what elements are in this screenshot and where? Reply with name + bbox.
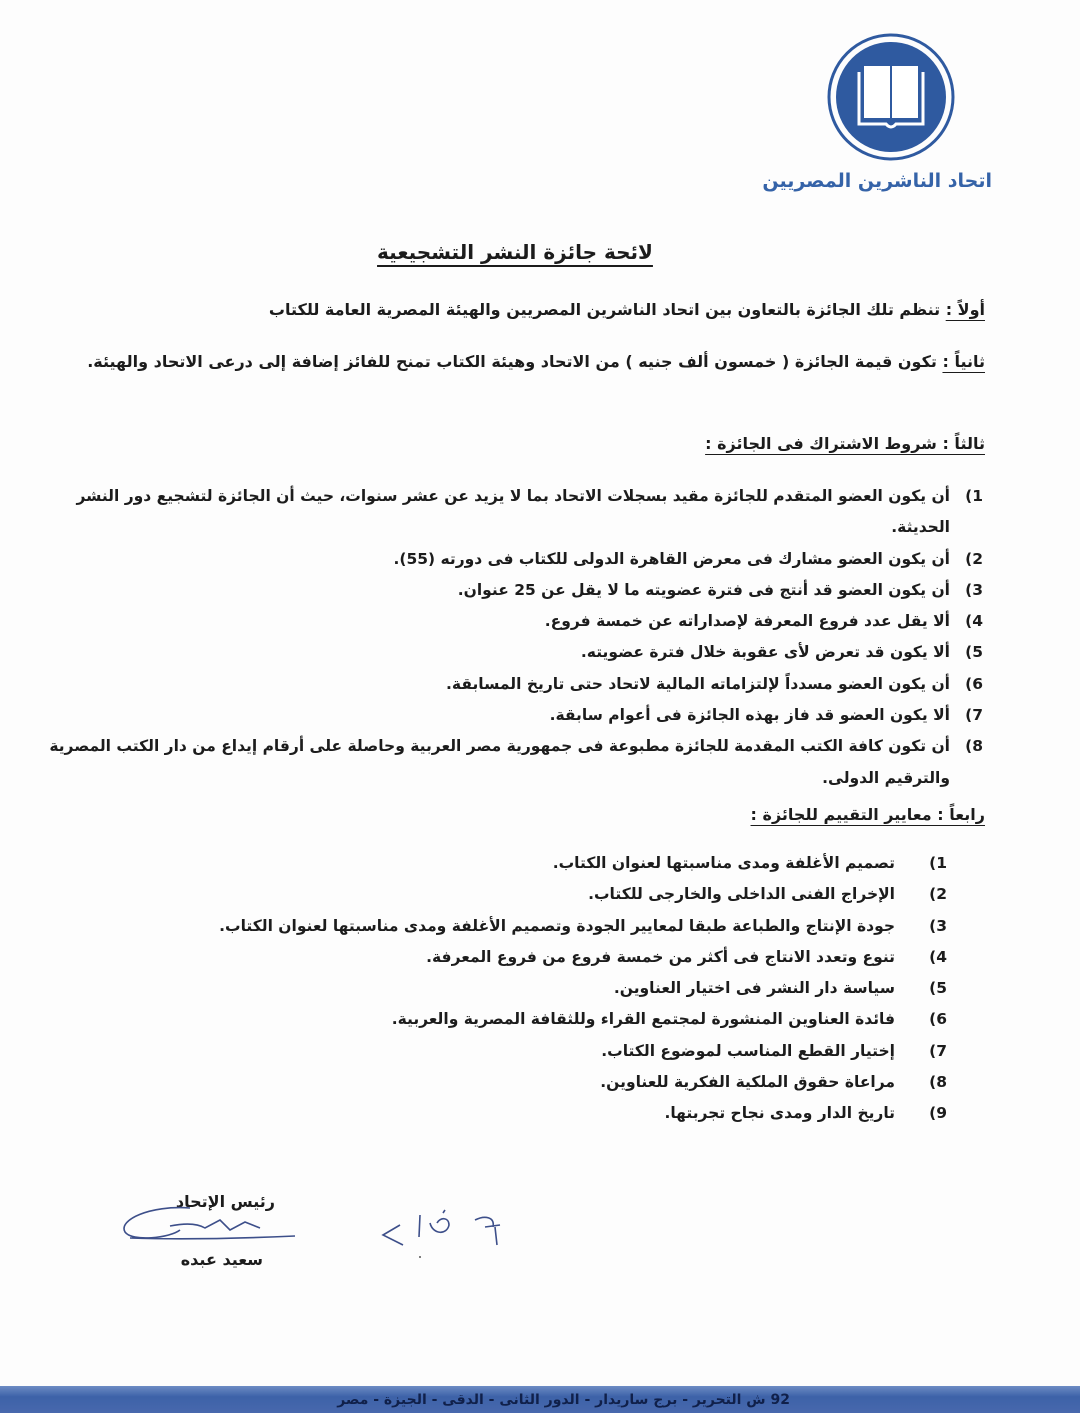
- item-text: أن يكون العضو المتقدم للجائزة مقيد بسجلات الاتحاد بما لا يزيد عن عشر سنوات، حيث أن الجائزة لتشجيع دور النشر الحديثة.: [76, 487, 950, 537]
- item-number: 7): [929, 1041, 947, 1060]
- item-number: 1): [929, 854, 947, 872]
- item-number: 5): [965, 643, 983, 662]
- item-text: مراعاة حقوق الملكية الفكرية للعناوين.: [600, 1073, 895, 1092]
- list-item: [40, 575, 983, 606]
- item-text: تاريخ الدار ومدى نجاح تجربتها.: [664, 1104, 895, 1123]
- item-text: ألا يقل عدد فروع المعرفة لإصداراته عن خمسة فروع.: [544, 612, 950, 631]
- item-text: ألا يكون قد تعرض لأى عقوبة خلال فترة عضويته.: [580, 643, 950, 662]
- signatory-name: سعيد عبده: [180, 1250, 263, 1269]
- list-item: [35, 1067, 947, 1098]
- item-number: 1): [965, 487, 983, 505]
- list-item: [35, 1098, 947, 1129]
- list-item: [40, 544, 983, 575]
- item-text: ألا يكون العضو قد فاز بهذه الجائزة فى أعوام سابقة.: [549, 706, 950, 725]
- item-text: سياسة دار النشر فى اختيار العناوين.: [613, 979, 895, 998]
- list-item: [35, 848, 947, 879]
- list-item: [35, 942, 947, 973]
- list-item: [35, 1004, 947, 1035]
- item-number: 4): [965, 612, 983, 631]
- item-number: 6): [929, 1010, 947, 1029]
- section-third-heading: [45, 428, 985, 460]
- item-text: أن يكون العضو مسدداً لإلتزاماته المالية لاتحاد حتى تاريخ المسابقة.: [446, 674, 950, 693]
- list-item: [35, 879, 947, 910]
- item-text: أن يكون العضو قد أنتج فى فترة عضويته ما لا يقل عن 25 عنوان.: [457, 580, 950, 599]
- section-fourth-heading: [45, 799, 985, 831]
- item-number: 9): [929, 1104, 947, 1123]
- logo-text: اتحاد الناشرين المصريين: [762, 170, 992, 192]
- item-text: تنوع وتعدد الانتاج فى أكثر من خمسة فروع من فروع المعرفة.: [426, 947, 895, 966]
- item-number: 4): [929, 947, 947, 966]
- item-number: 5): [929, 979, 947, 998]
- criteria-list: [35, 848, 947, 1130]
- item-number: 7): [965, 706, 983, 725]
- item-text: فائدة العناوين المنشورة لمجتمع القراء وللثقافة المصرية والعربية.: [391, 1010, 895, 1029]
- item-text: تصميم الأغلفة ومدى مناسبتها لعنوان الكتاب.: [552, 854, 895, 872]
- conditions-list: [40, 481, 983, 794]
- section-second: [25, 346, 985, 378]
- item-number: 3): [965, 580, 983, 599]
- list-item: [40, 606, 983, 637]
- item-number: 3): [929, 916, 947, 935]
- document-title: لائحة جائزة النشر التشجيعية: [377, 240, 653, 264]
- section-label: ثانياً :: [942, 352, 985, 371]
- item-number: 6): [965, 674, 983, 693]
- footer-address: 92 ش التحرير - برج ساريدار - الدور الثانى - الدقى - الجيزة - مصر: [337, 1392, 790, 1408]
- signatory-title: رئيس الإتحاد: [175, 1192, 275, 1211]
- list-item: [40, 669, 983, 700]
- section-label: ثالثاً : شروط الاشتراك فى الجائزة :: [705, 434, 985, 453]
- section-text: تنظم تلك الجائزة بالتعاون بين اتحاد الناشرين المصريين والهيئة المصرية العامة للكتاب: [268, 300, 941, 319]
- list-item: [35, 1036, 947, 1067]
- handwritten-initials: [375, 1195, 515, 1265]
- section-text: تكون قيمة الجائزة ( خمسون ألف جنيه ) من الاتحاد وهيئة الكتاب تمنح للفائز إضافة إلى درعى الاتحاد والهيئة.: [87, 352, 937, 371]
- item-text: جودة الإنتاج والطباعة طبقا لمعايير الجودة وتصميم الأغلفة ومدى مناسبتها لعنوان الكتاب.: [219, 916, 895, 935]
- item-text: أن تكون كافة الكتب المقدمة للجائزة مطبوعة فى جمهورية مصر العربية وحاصلة على أرقام إيداع من دار الكتب المصرية والترقيم الدولى.: [49, 737, 950, 787]
- item-number: 2): [965, 549, 983, 568]
- list-item: [40, 700, 983, 731]
- handwritten-signature: [110, 1200, 310, 1250]
- section-label: أولاً :: [945, 300, 985, 319]
- list-item: [40, 637, 983, 668]
- list-item: [35, 973, 947, 1004]
- item-text: إختيار القطع المناسب لموضوع الكتاب.: [601, 1041, 895, 1060]
- list-item: [40, 481, 983, 544]
- item-number: 8): [929, 1073, 947, 1092]
- section-first: [45, 294, 985, 326]
- list-item: [35, 911, 947, 942]
- item-text: الإخراج الفنى الداخلى والخارجى للكتاب.: [588, 885, 895, 904]
- section-label: رابعاً : معايير التقييم للجائزة :: [750, 805, 985, 824]
- item-number: 8): [965, 737, 983, 756]
- item-text: أن يكون العضو مشارك فى معرض القاهرة الدولى للكتاب فى دورته (55).: [393, 549, 950, 568]
- item-number: 2): [929, 885, 947, 904]
- union-logo: [826, 32, 956, 162]
- list-item: [40, 731, 983, 794]
